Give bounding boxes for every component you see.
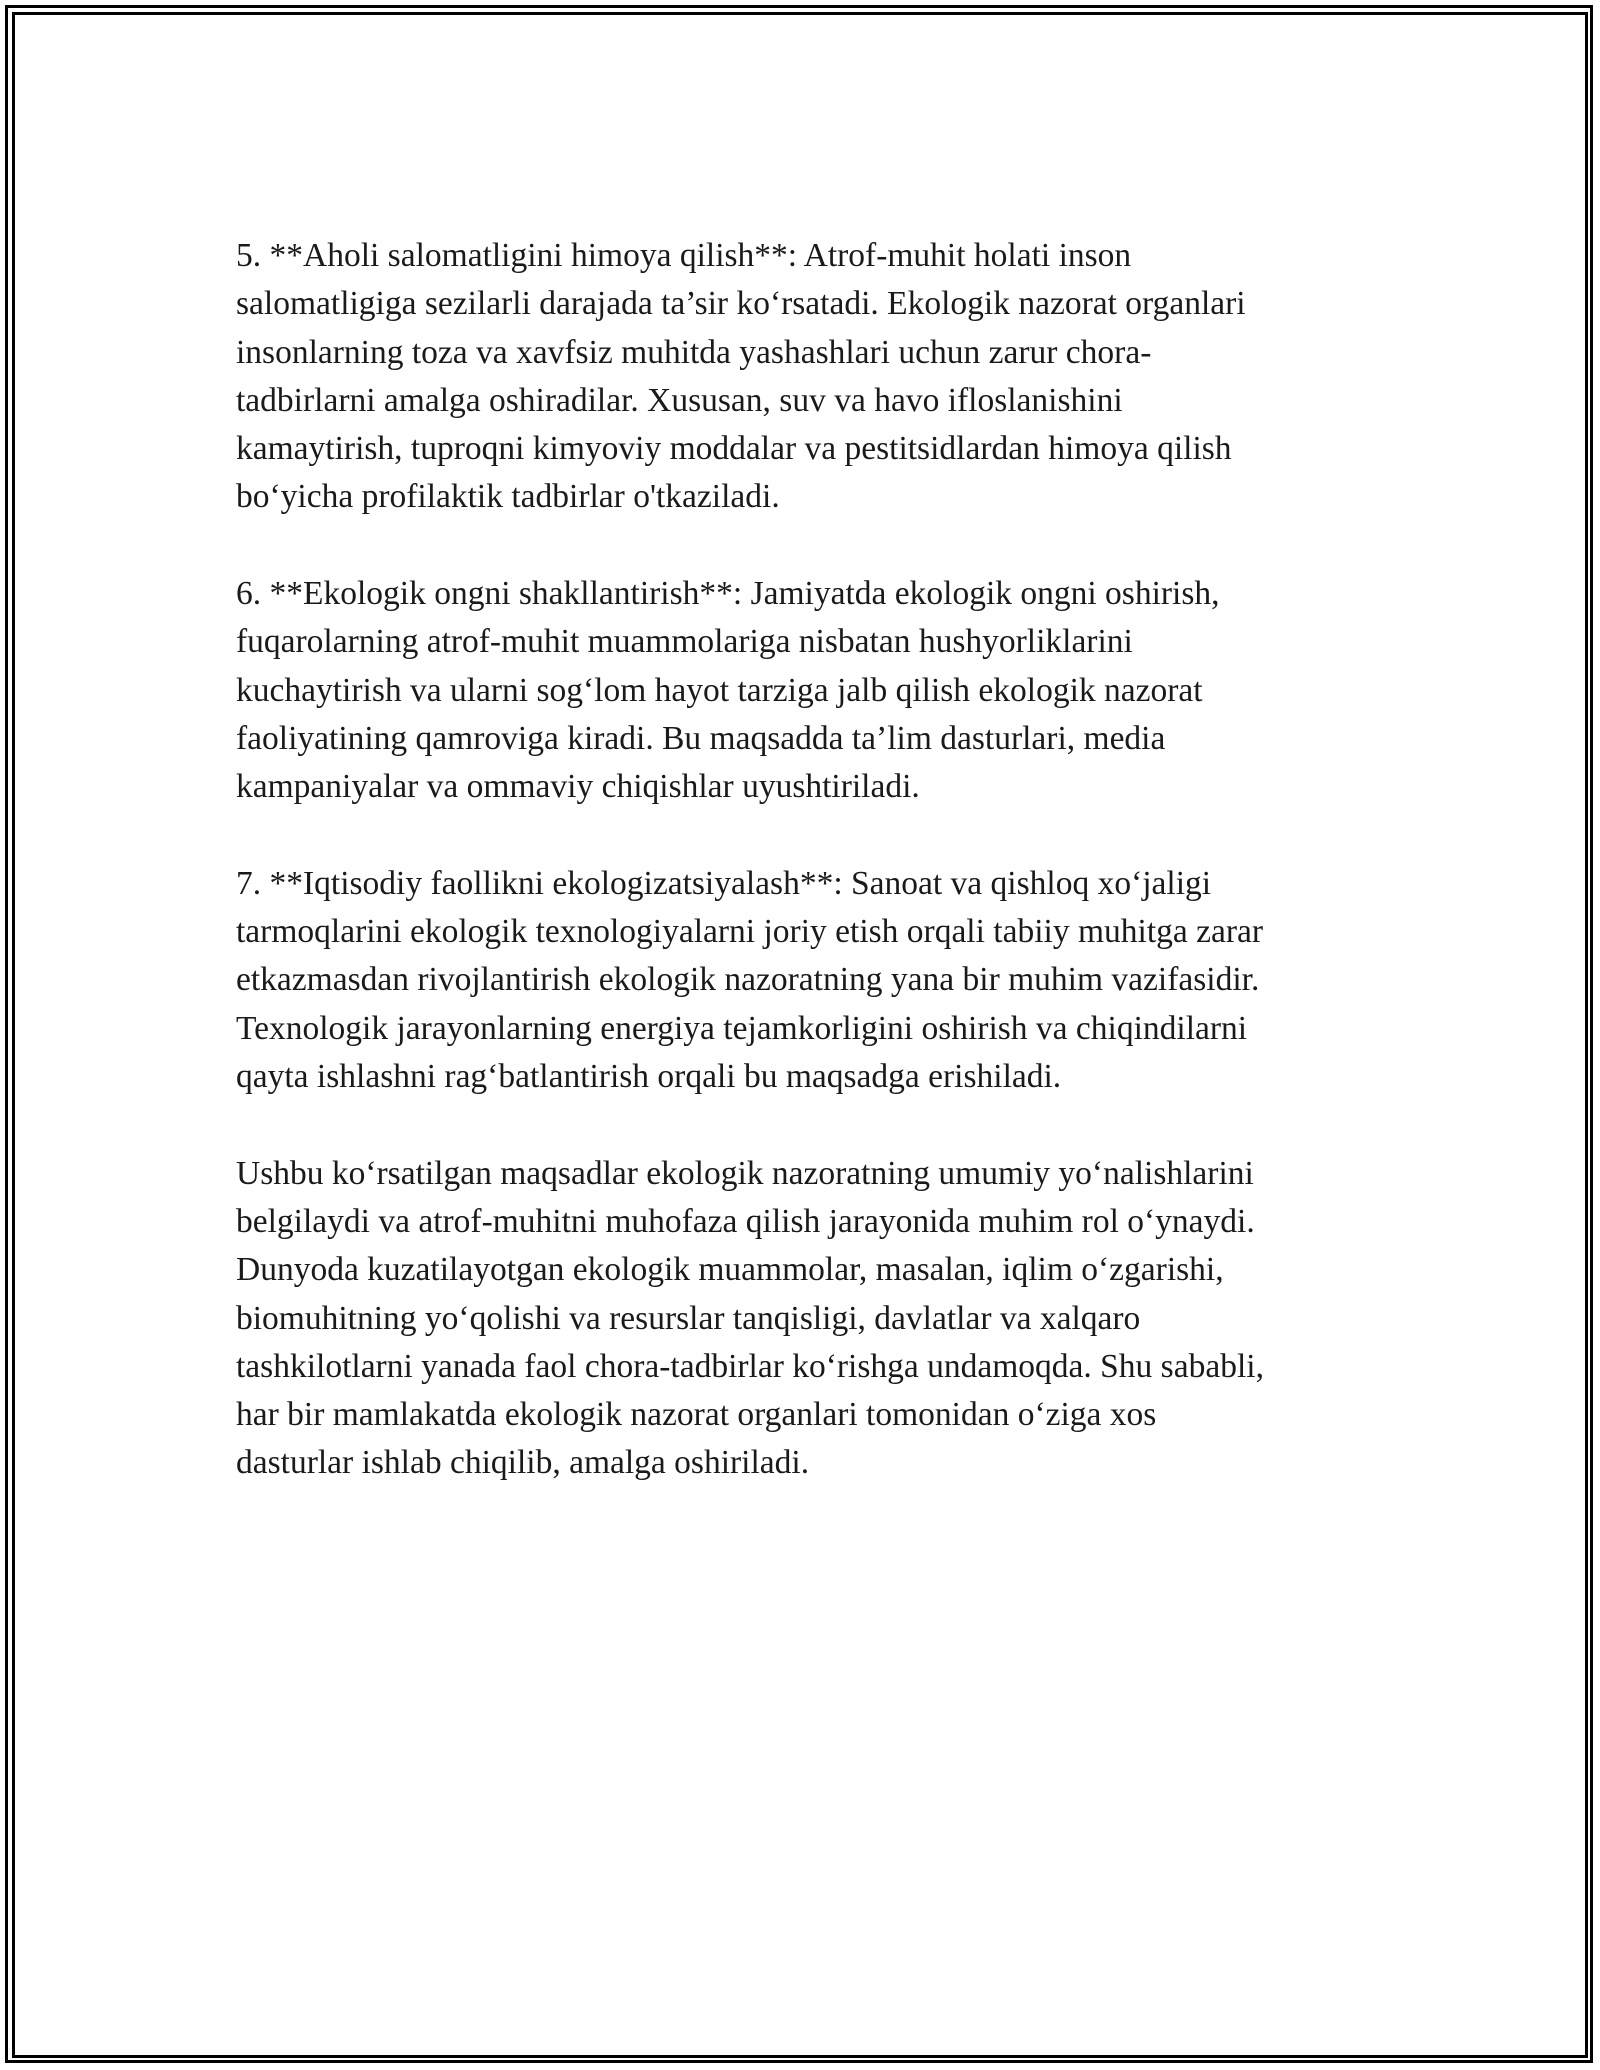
paragraph-item-6: 6. **Ekologik ongni shakllantirish**: Jamiyatda ekologik ongni oshirish, fuqarolarning atrof-muhit muammolariga nisbatan hushyorliklarini kuchaytirish va ularni sog‘lom hayot tarziga jalb qilish ekologik nazorat faoliyatining qamroviga kiradi. Bu maqsadda ta’lim dasturlari, media kampaniyalar va ommaviy chiqishlar uyushtiriladi. bbox=[236, 575, 1220, 806]
document-body bbox=[236, 232, 1386, 1488]
paragraph-item-7: 7. **Iqtisodiy faollikni ekologizatsiyalash**: Sanoat va qishloq xo‘jaligi tarmoqlarini ekologik texnologiyalarni joriy etish orqali tabiiy muhitga zarar etkazmasdan rivojlantirish ekologik nazoratning yana bir muhim vazifasidir. Texnologik jarayonlarning energiya tejamkorligini oshirish va chiqindilarni qayta ishlashni rag‘batlantirish orqali bu maqsadga erishiladi. bbox=[236, 864, 1264, 1096]
paragraph-item-5: 5. **Aholi salomatligini himoya qilish**: Atrof-muhit holati inson salomatligiga sezilarli darajada ta’sir ko‘rsatadi. Ekologik nazorat organlari insonlarning toza va xavfsiz muhitda yashashlari uchun zarur chora- tadbirlarni amalga oshiradilar. Xususan, suv va havo ifloslanishini kamaytirish, tuproqni kimyoviy moddalar va pestitsidlardan himoya qilish bo‘yicha profilaktik tadbirlar o'tkaziladi. bbox=[236, 237, 1246, 516]
paragraph-conclusion: Ushbu ko‘rsatilgan maqsadlar ekologik nazoratning umumiy yo‘nalishlarini belgilaydi va atrof-muhitni muhofaza qilish jarayonida muhim rol o‘ynaydi. Dunyoda kuzatilayotgan ekologik muammolar, masalan, iqlim o‘zgarishi, biomuhitning yo‘qolishi va resurslar tanqisligi, davlatlar va xalqaro tashkilotlarni yanada faol chora-tadbirlar ko‘rishga undamoqda. Shu sababli, har bir mamlakatda ekologik nazorat organlari tomonidan o‘ziga xos dasturlar ishlab chiqilib, amalga oshiriladi. bbox=[236, 1154, 1264, 1482]
